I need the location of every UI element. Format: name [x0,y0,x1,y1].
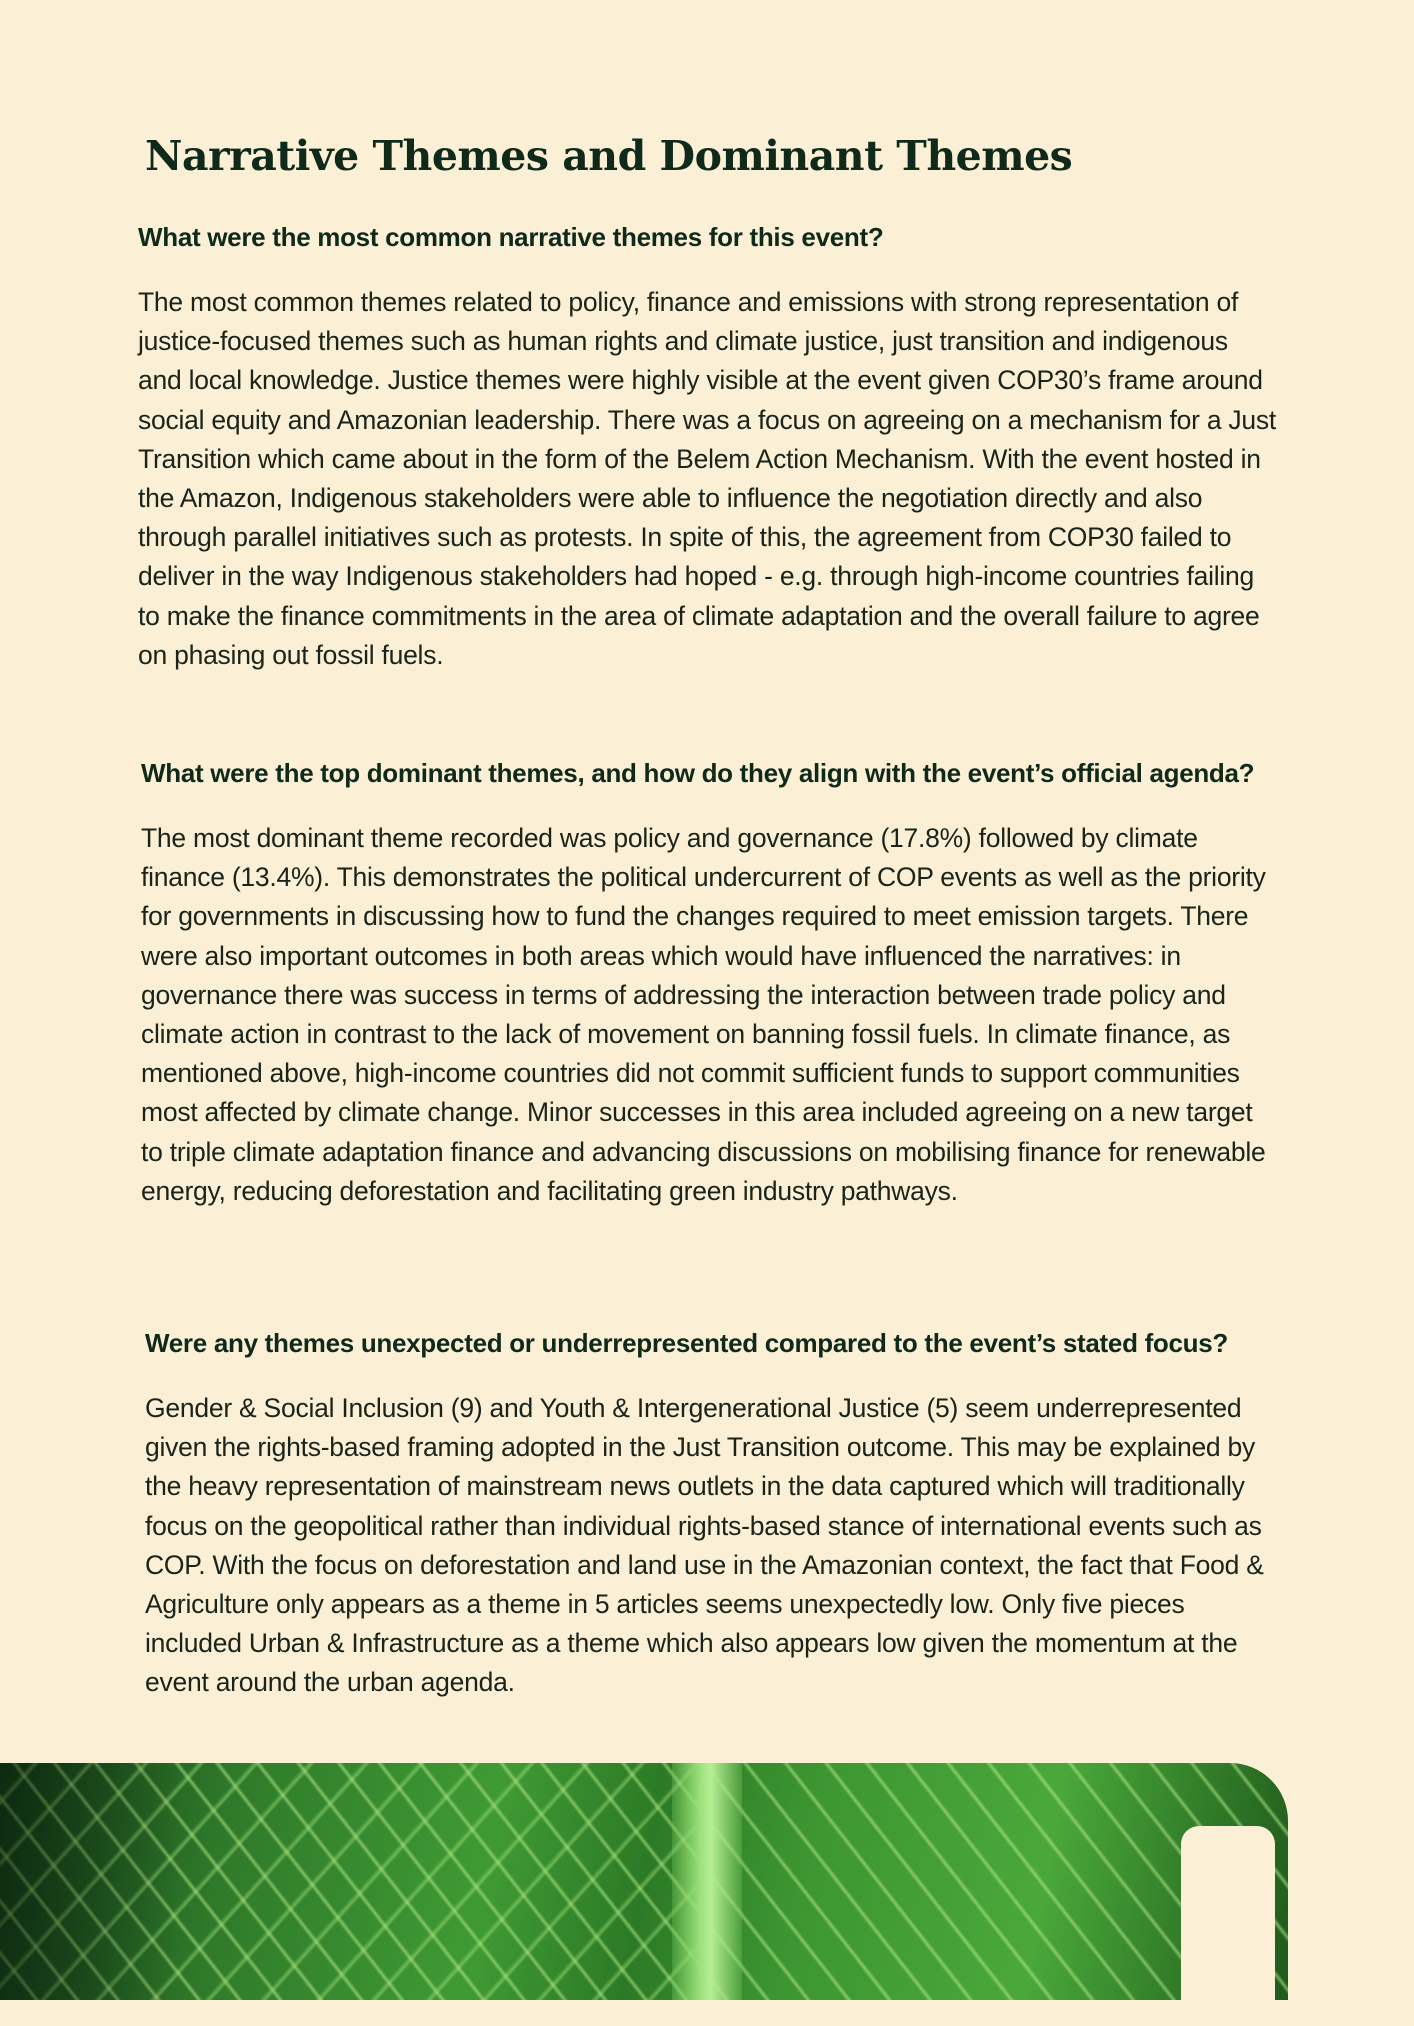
section-question: What were the top dominant themes, and how do they align with the event’s official agenda? [141,758,1255,788]
leaf-midrib [672,1763,742,2000]
leaf-photo-banner [0,1763,1288,2000]
section-answer: The most dominant theme recorded was policy and governance (17.8%) followed by climate finance (13.4%). This demonstrates the political undercurrent of COP events as well as the priority for governments in discussing how to fund the changes required to meet emission targets. There were also important outcomes in both areas which would have influenced the narratives: in governance there was success in terms of addressing the interaction between trade policy and climate action in contrast to the lack of movement on banning fossil fuels. In climate finance, as mentioned above, high-income countries did not commit sufficient funds to support communities most affected by climate change. Minor successes in this area included agreeing on a new target to triple climate adaptation finance and advancing discussions on mobilising finance for renewable energy, reducing deforestation and facilitating green industry pathways. [141,823,1266,1206]
section-common-narrative-themes [138,218,1278,675]
page-title: Narrative Themes and Dominant Themes [145,132,1073,180]
section-answer: Gender & Social Inclusion (9) and Youth & Intergenerational Justice (5) seem underrepresented given the rights-based framing adopted in the Just Transition outcome. This may be explained by the heavy representation of mainstream news outlets in the data captured which will traditionally focus on the geopolitical rather than individual rights-based stance of international events such as COP. With the focus on deforestation and land use in the Amazonian context, the fact that Food & Agriculture only appears as a theme in 5 articles seems unexpectedly low. Only five pieces included Urban & Infrastructure as a theme which also appears low given the momentum at the event around the urban agenda. [145,1393,1264,1698]
leaf-shade [0,1763,180,2000]
section-question: What were the most common narrative themes for this event? [138,222,884,252]
corner-tab [1181,1826,1275,2026]
section-question: Were any themes unexpected or underrepresented compared to the event’s stated focus? [145,1328,1229,1358]
section-answer: The most common themes related to policy, finance and emissions with strong representation of justice-focused themes such as human rights and climate justice, just transition and indigenous and local knowledge. Justice themes were highly visible at the event given COP30’s frame around social equity and Amazonian leadership. There was a focus on agreeing on a mechanism for a Just Transition which came about in the form of the Belem Action Mechanism. With the event hosted in the Amazon, Indigenous stakeholders were able to influence the negotiation directly and also through parallel initiatives such as protests. In spite of this, the agreement from COP30 failed to deliver in the way Indigenous stakeholders had hoped - e.g. through high-income countries failing to make the finance commitments in the area of climate adaptation and the overall failure to agree on phasing out fossil fuels. [138,287,1277,670]
section-top-dominant-themes [141,754,1281,1211]
section-underrepresented-themes [145,1324,1285,1703]
